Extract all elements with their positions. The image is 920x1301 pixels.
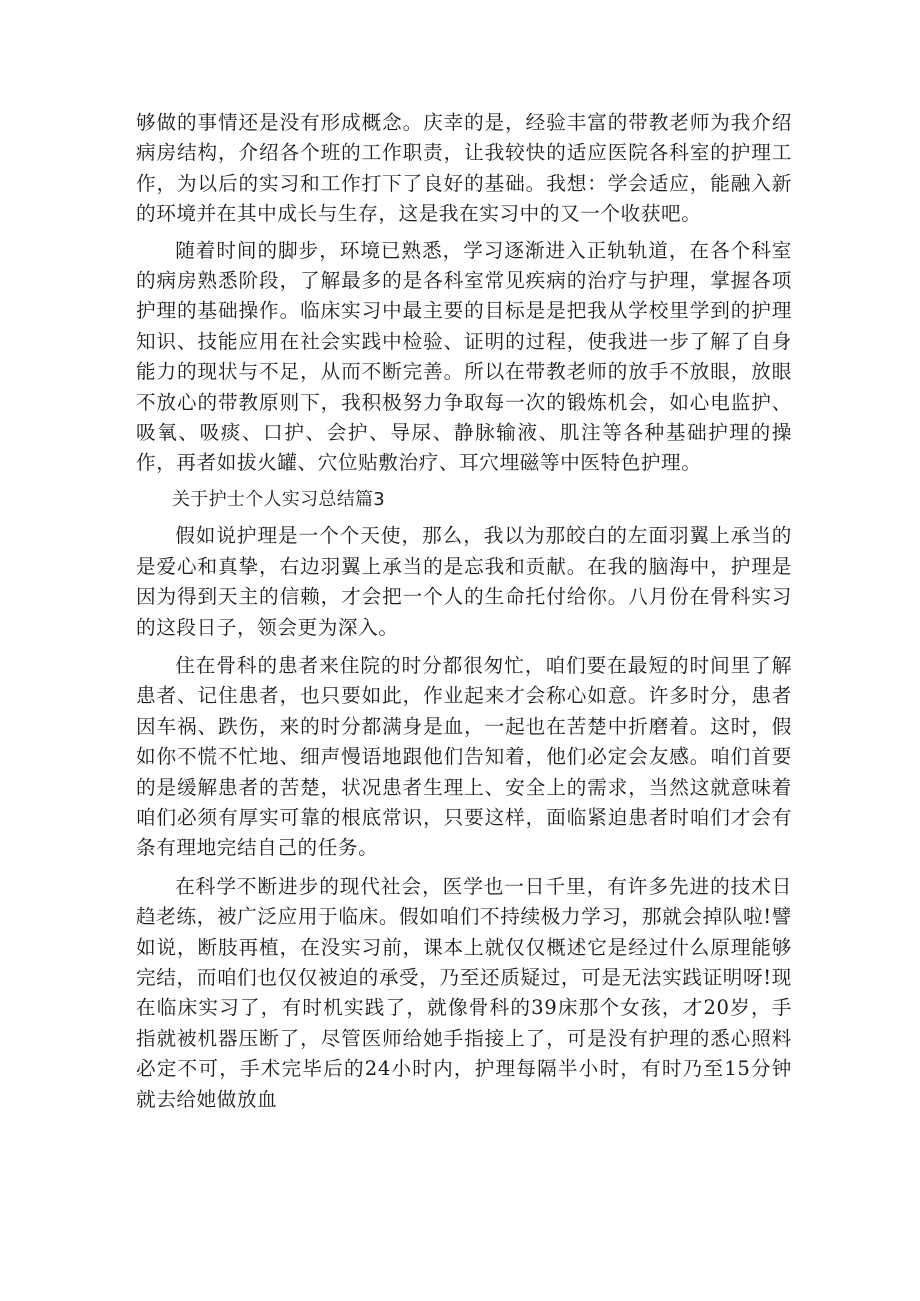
paragraph-orthopedic-patients: 住在骨科的患者来住院的时分都很匆忙，咱们要在最短的时间里了解患者、记住患者，也只要如此，作业起来才会称心如意。许多时分，患者因车祸、跌伤，来的时分都满身是血，一起也在苦楚中折磨着。这时，假如你不慌不忙地、细声慢语地跟他们告知着，他们必定会友感。咱们首要的是缓解患者的苦楚，状况患者生理上、安全上的需求，当然这就意味着咱们必须有厚实可靠的根底常识，只要这样，面临紧迫患者时咱们才会有条有理地完结自己的任务。 (136, 653, 792, 860)
document-page (136, 108, 792, 1115)
paragraph-continuation: 够做的事情还是没有形成概念。庆幸的是，经验丰富的带教老师为我介绍病房结构，介绍各个班的工作职责，让我较快的适应医院各科室的护理工作，为以后的实习和工作打下了良好的基础。我想：学会适应，能融入新的环境并在其中成长与生存，这是我在实习中的又一个收获吧。 (136, 111, 792, 226)
section-heading: 关于护士个人实习总结篇3 (172, 488, 386, 510)
paragraph-clinical-practice: 随着时间的脚步，环境已熟悉，学习逐渐进入正轨轨道，在各个科室的病房熟悉阶段，了解最多的是各科室常见疾病的治疗与护理，掌握各项护理的基础操作。临床实习中最主要的目标是是把我从学校里学到的护理知识、技能应用在社会实践中检验、证明的过程，使我进一步了解了自身能力的现状与不足，从而不断完善。所以在带教老师的放手不放眼，放眼不放心的带教原则下，我积极努力争取每一次的锻炼机会，如心电监护、吸氧、吸痰、口护、会护、导尿、静脉输液、肌注等各种基础护理的操作，再者如拔火罐、穴位贴敷治疗、耳穴埋磁等中医特色护理。 (136, 238, 792, 475)
paragraph-medical-progress: 在科学不断进步的现代社会，医学也一日千里，有许多先进的技术日趋老练，被广泛应用于临床。假如咱们不持续极力学习，那就会掉队啦!譬如说，断肢再植，在没实习前，课本上就仅仅概述它是经过什么原理能够完结，而咱们也仅仅被迫的承受，乃至还质疑过，可是无法实践证明呀!现在临床实习了，有时机实践了，就像骨科的39床那个女孩，才20岁，手指就被机器压断了，尽管医师给她手指接上了，可是没有护理的悉心照料必定不可，手术完毕后的24小时内，护理每隔半小时，有时乃至15分钟就去给她做放血 (136, 874, 792, 1111)
paragraph-angel-metaphor: 假如说护理是一个个天使，那么，我以为那皎白的左面羽翼上承当的是爱心和真挚，右边羽翼上承当的是忘我和贡献。在我的脑海中，护理是因为得到天主的信赖，才会把一个人的生命托付给你。八月份在骨科实习的这段日子，领会更为深入。 (136, 524, 792, 639)
